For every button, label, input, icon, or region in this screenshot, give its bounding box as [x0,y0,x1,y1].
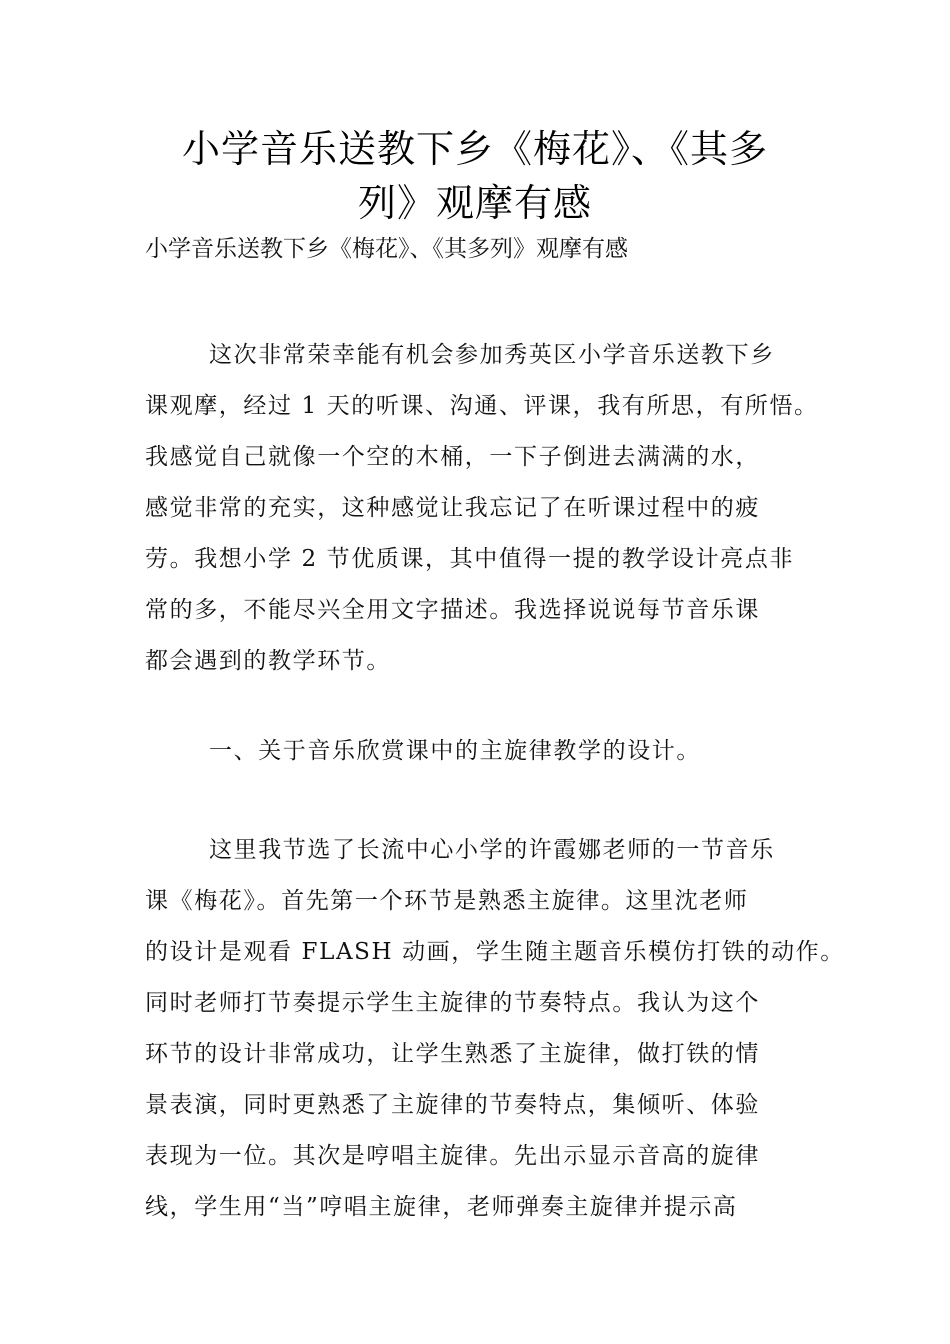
paragraph-line: 我感觉自己就像一个空的木桶，一下子倒进去满满的水， [145,444,760,470]
paragraph-line: 景表演，同时更熟悉了主旋律的节奏特点，集倾听、体验 [145,1092,760,1118]
paragraph-line: 的设计是观看 FLASH 动画，学生随主题音乐模仿打铁的动作。 [145,939,845,965]
paragraph-line: 线，学生用“当”哼唱主旋律，老师弹奏主旋律并提示高 [145,1194,738,1220]
paragraph-line: 感觉非常的充实，这种感觉让我忘记了在听课过程中的疲 [145,495,760,521]
document-title [130,122,820,230]
paragraph-line: 环节的设计非常成功，让学生熟悉了主旋律，做打铁的情 [145,1041,760,1067]
paragraph-line: 都会遇到的教学环节。 [145,648,391,674]
title-line: 列》观摩有感 [357,181,592,225]
intro-paragraph [145,330,825,687]
paragraph-line: 课《梅花》。首先第一个环节是熟悉主旋律。这里沈老师 [145,888,749,914]
paragraph-line: 这里我节选了长流中心小学的许霞娜老师的一节音乐 [209,837,775,863]
title-line: 小学音乐送教下乡《梅花》、《其多 [181,127,768,171]
section-heading [145,726,825,777]
paragraph-line: 这次非常荣幸能有机会参加秀英区小学音乐送教下乡 [209,342,775,368]
section-heading-text: 一、关于音乐欣赏课中的主旋律教学的设计。 [209,738,701,764]
paragraph-line: 劳。我想小学 2 节优质课，其中值得一提的教学设计亮点非 [145,546,795,572]
paragraph-line: 常的多，不能尽兴全用文字描述。我选择说说每节音乐课 [145,597,760,623]
body-paragraph [145,825,845,1233]
paragraph-line: 表现为一位。其次是哼唱主旋律。先出示显示音高的旋律 [145,1143,760,1169]
paragraph-line: 课观摩，经过 1 天的听课、沟通、评课，我有所思，有所悟。 [145,393,819,419]
document-subtitle: 小学音乐送教下乡《梅花》、《其多列》观摩有感 [145,236,628,262]
paragraph-line: 同时老师打节奏提示学生主旋律的节奏特点。我认为这个 [145,990,760,1016]
